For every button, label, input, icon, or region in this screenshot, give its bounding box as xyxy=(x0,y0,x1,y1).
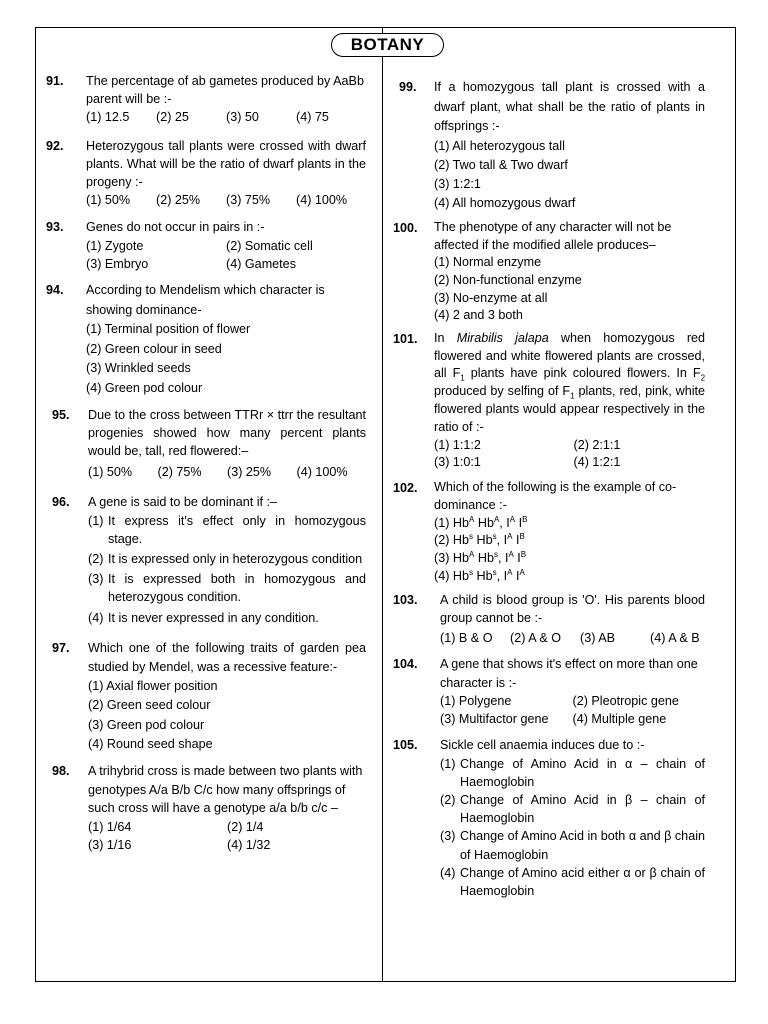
question-stem: Sickle cell anaemia induces due to :- xyxy=(440,738,645,753)
option-1[interactable]: (1) Terminal position of flower xyxy=(86,322,251,337)
option-2[interactable]: (2) Change of Amino Acid in β – chain of Haemoglobin xyxy=(440,792,705,826)
question-stem: A trihybrid cross is made between two plants with genotypes A/a B/b C/c how many offsprings of such cross will have a genotype a/a b/b c/c – xyxy=(88,764,363,816)
option-2[interactable]: (2) Pleotropic gene xyxy=(572,693,679,708)
option-1[interactable]: (1) Zygote xyxy=(86,238,144,253)
option-4[interactable]: (4) 2 and 3 both xyxy=(434,308,523,323)
option-4[interactable]: (4) Multiple gene xyxy=(572,712,667,727)
option-3[interactable]: (3) Multifactor gene xyxy=(440,712,549,727)
option-2[interactable]: (2) Two tall & Two dwarf xyxy=(434,157,568,172)
option-1[interactable]: (1) All heterozygous tall xyxy=(434,138,565,153)
options-row xyxy=(434,454,705,472)
question-stem: Heterozygous tall plants were crossed with dwarf plants. What will be the ratio of dwarf plants in the progeny :- xyxy=(86,138,366,190)
question-101 xyxy=(393,330,705,472)
option-4[interactable]: (4) 100% xyxy=(296,465,348,480)
option-2[interactable]: (2) A & O xyxy=(510,631,562,646)
section-title: BOTANY xyxy=(331,33,444,57)
question-number: 104. xyxy=(393,657,418,672)
option-2[interactable]: (2) 25 xyxy=(156,110,189,125)
question-93 xyxy=(46,218,366,273)
question-105 xyxy=(393,736,705,900)
question-96 xyxy=(46,493,366,626)
question-100 xyxy=(393,219,705,325)
question-92 xyxy=(46,137,366,210)
option-4[interactable]: (4) Change of Amino acid either α or β chain of Haemoglobin xyxy=(440,865,705,898)
option-2[interactable]: (2) Green colour in seed xyxy=(86,341,222,356)
option-2[interactable]: (2) It is expressed only in heterozygous condition xyxy=(88,552,363,567)
option-2[interactable]: (2) 25% xyxy=(156,193,201,208)
question-98 xyxy=(46,762,366,855)
option-3[interactable]: (3) 25% xyxy=(227,465,272,480)
question-number: 93. xyxy=(46,220,64,235)
question-stem: Which of the following is the example of co-dominance :- xyxy=(434,480,677,512)
species-name: Mirabilis jalapa xyxy=(456,330,549,345)
option-4[interactable]: (4) 1/32 xyxy=(227,838,271,853)
option-1[interactable]: (1) It express it's effect only in homozygous stage. xyxy=(88,513,366,546)
options-row xyxy=(440,692,705,710)
question-number: 99. xyxy=(399,80,417,94)
option-1[interactable]: (1) Change of Amino Acid in α – chain of Haemoglobin xyxy=(440,756,705,789)
options-row xyxy=(86,108,366,126)
question-number: 91. xyxy=(46,74,64,88)
options-row xyxy=(440,710,705,728)
question-102 xyxy=(393,479,705,586)
options-row xyxy=(440,629,705,647)
option-4[interactable]: (4) 1:2:1 xyxy=(573,455,621,470)
question-number: 98. xyxy=(52,764,70,779)
question-stem: A gene is said to be dominant if :– xyxy=(88,495,278,510)
question-stem: The phenotype of any character will not be affected if the modified allele produces– xyxy=(434,220,672,252)
question-97 xyxy=(46,639,366,754)
option-1[interactable]: (1) Normal enzyme xyxy=(434,255,542,270)
question-number: 100. xyxy=(393,221,418,236)
question-number: 102. xyxy=(393,481,418,496)
option-4[interactable]: (4) 100% xyxy=(296,193,348,208)
option-4[interactable]: (4) A & B xyxy=(650,631,700,646)
options-row xyxy=(86,255,366,273)
question-stem: A gene that shows it's effect on more than one character is :- xyxy=(440,657,698,690)
option-3[interactable]: (3) Wrinkled seeds xyxy=(86,361,191,376)
option-3[interactable]: (3) $Hb^A$ Hb$^s$, $I^A$ $I^B$ xyxy=(434,550,527,566)
option-3[interactable]: (3) No-enzyme at all xyxy=(434,290,548,305)
question-91 xyxy=(46,72,366,127)
option-3[interactable]: (3) AB xyxy=(580,631,615,646)
option-1[interactable]: (1) 12.5 xyxy=(86,110,130,125)
option-3[interactable]: (3) It is expressed both in homozygous and heterozygous condition. xyxy=(88,572,366,605)
question-stem: Genes do not occur in pairs in :- xyxy=(86,220,265,235)
question-number: 92. xyxy=(46,138,64,153)
option-2[interactable]: (2) 1/4 xyxy=(227,819,264,834)
question-104 xyxy=(393,655,705,728)
option-4[interactable]: (4) Hb$^s$ Hb$^s$, $I^A$ $I^A$ xyxy=(434,567,525,584)
question-number: 105. xyxy=(393,738,418,753)
option-1[interactable]: (1) 50% xyxy=(88,465,133,480)
option-1[interactable]: (1) 50% xyxy=(86,193,131,208)
options-row xyxy=(434,437,705,455)
question-number: 97. xyxy=(52,640,70,655)
option-2[interactable]: (2) Non-functional enzyme xyxy=(434,272,582,287)
options-row xyxy=(88,463,366,481)
options-row xyxy=(86,237,366,255)
question-103 xyxy=(393,591,705,648)
option-3[interactable]: (3) 1/16 xyxy=(88,838,132,853)
option-1[interactable]: (1) 1/64 xyxy=(88,819,132,834)
option-1[interactable]: (1) $Hb^A$ $Hb^A$, $I^A$ $I^B$ xyxy=(434,514,528,530)
options-row xyxy=(88,836,366,855)
option-4[interactable]: (4) All homozygous dwarf xyxy=(434,196,576,211)
question-number: 96. xyxy=(52,495,70,510)
question-stem: If a homozygous tall plant is crossed with a dwarf plant, what shall be the ratio of plants in offsprings :- xyxy=(434,80,705,134)
question-stem: According to Mendelism which character is showing dominance- xyxy=(86,283,325,317)
option-4[interactable]: (4) Gametes xyxy=(226,256,296,271)
option-4[interactable]: (4) 75 xyxy=(296,110,329,125)
option-2[interactable]: (2) Hb$^s$ Hb$^s$, $I^A$ $I^B$ xyxy=(434,532,525,548)
option-2[interactable]: (2) Green seed colour xyxy=(88,698,211,713)
option-3[interactable]: (3) 75% xyxy=(226,193,271,208)
option-3[interactable]: (3) 50 xyxy=(226,110,259,125)
options-row xyxy=(86,191,366,209)
option-1[interactable]: (1) Polygene xyxy=(440,693,512,708)
question-stem: Which one of the following traits of garden pea studied by Mendel, was a recessive feature:- xyxy=(88,640,366,675)
question-stem: Due to the cross between TTRr × ttrr the resultant progenies showed how many percent plants would be, tall, red flowered:– xyxy=(88,407,366,458)
question-95 xyxy=(46,406,366,482)
question-number: 103. xyxy=(393,592,418,607)
options-row xyxy=(88,818,366,837)
option-1[interactable]: (1) Axial flower position xyxy=(88,679,218,694)
question-stem: The percentage of ab gametes produced by AaBb parent will be :- xyxy=(86,74,364,107)
option-3[interactable]: (3) 1:2:1 xyxy=(434,176,481,191)
option-2[interactable]: (2) Somatic cell xyxy=(226,238,313,253)
right-column xyxy=(393,78,705,906)
left-column xyxy=(46,72,366,861)
option-3[interactable]: (3) Embryo xyxy=(86,256,149,271)
option-1[interactable]: (1) B & O xyxy=(440,631,493,646)
option-4[interactable]: (4) It is never expressed in any condition. xyxy=(88,610,319,625)
question-94 xyxy=(46,281,366,399)
question-number: 94. xyxy=(46,283,64,298)
option-2[interactable]: (2) 75% xyxy=(157,465,202,480)
option-3[interactable]: (3) Green pod colour xyxy=(88,717,205,732)
option-2[interactable]: (2) 2:1:1 xyxy=(573,437,621,452)
option-4[interactable]: (4) Green pod colour xyxy=(86,381,203,395)
question-number: 101. xyxy=(393,331,418,346)
option-3[interactable]: (3) Change of Amino Acid in both α and β chain of Haemoglobin xyxy=(440,829,705,862)
question-stem: In Mirabilis jalapa when homozygous red flowered and white flowered plants are crossed, all $F_1$ plants have pink coloured flowers. In $F_2$ produced by selfing of $F_1$ plants, red, pink, white flowered plants would appear respectively in the ratio of :- xyxy=(434,330,706,434)
option-1[interactable]: (1) 1:1:2 xyxy=(434,437,481,452)
question-number: 95. xyxy=(52,407,70,422)
question-99 xyxy=(393,78,705,213)
question-stem: A child is blood group is 'O'. His parents blood group cannot be :- xyxy=(440,592,705,626)
column-divider xyxy=(382,27,383,982)
option-3[interactable]: (3) 1:0:1 xyxy=(434,455,481,470)
option-4[interactable]: (4) Round seed shape xyxy=(88,736,213,751)
